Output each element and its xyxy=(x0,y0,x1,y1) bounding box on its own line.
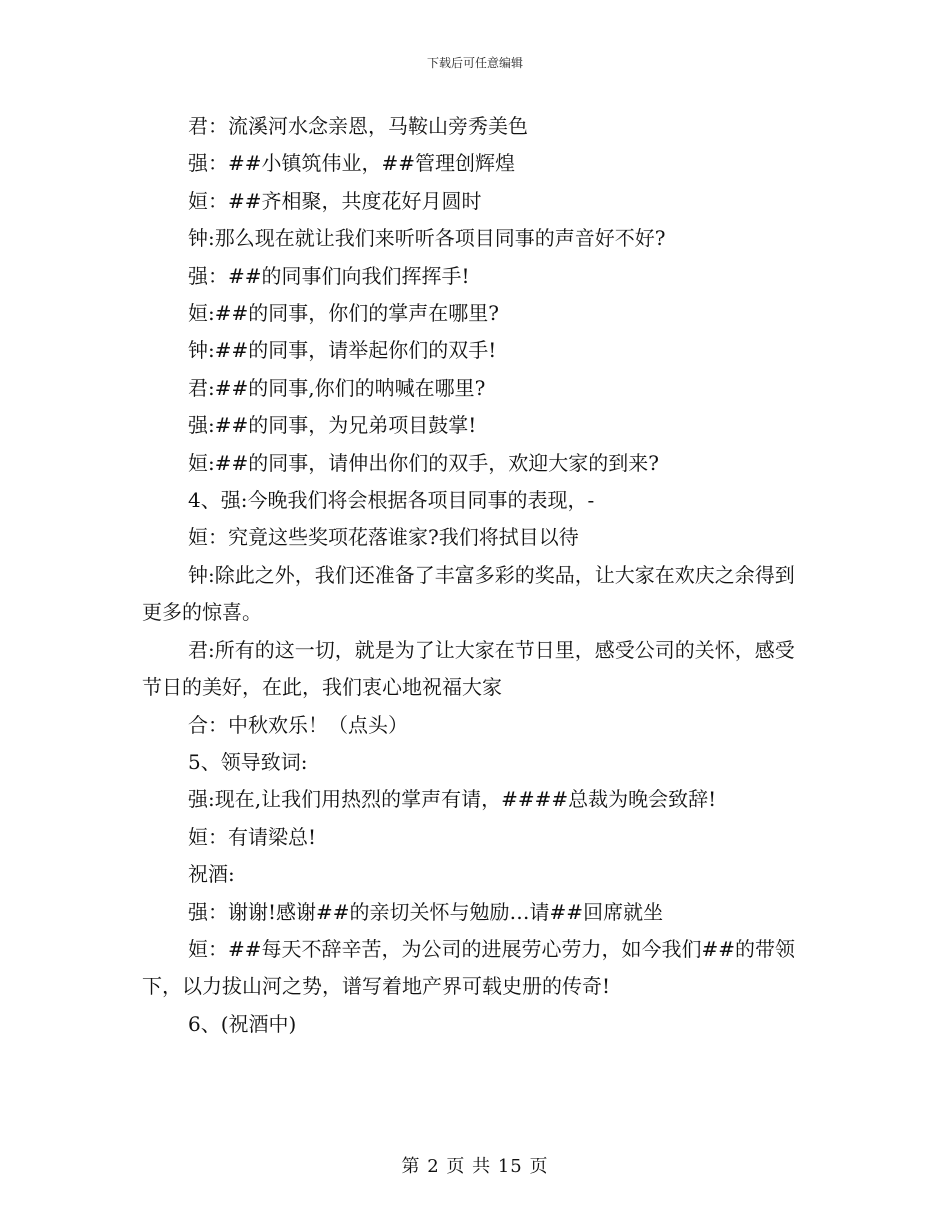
paragraph: 强:现在,让我们用热烈的掌声有请，####总裁为晚会致辞! xyxy=(188,787,717,812)
paragraph: 强：谢谢!感谢##的亲切关怀与勉励…请##回席就坐 xyxy=(188,899,664,924)
page-header: 下载后可任意编辑 xyxy=(426,56,523,70)
paragraph: 4、强:今晚我们将会根据各项目同事的表现，- xyxy=(188,488,595,513)
page-footer: 第 2 页 共 15 页 xyxy=(401,1156,549,1177)
paragraph: 强:##的同事，为兄弟项目鼓掌! xyxy=(188,413,477,438)
paragraph: 钟:##的同事，请举起你们的双手! xyxy=(188,338,497,363)
paragraph: 强：##的同事们向我们挥挥手! xyxy=(188,263,470,288)
paragraph: 姮:##的同事，请伸出你们的双手，欢迎大家的到来? xyxy=(188,450,659,475)
paragraph: 君：流溪河水念亲恩，马鞍山旁秀美色 xyxy=(188,114,528,138)
paragraph: 姮:##的同事，你们的掌声在哪里? xyxy=(188,301,499,326)
paragraph: 5、领导致词: xyxy=(188,749,308,774)
paragraph: 强：##小镇筑伟业，##管理创辉煌 xyxy=(188,151,516,176)
paragraph: 姮：##齐相聚，共度花好月圆时 xyxy=(188,188,482,213)
paragraph: 钟:那么现在就让我们来听听各项目同事的声音好不好? xyxy=(188,226,666,251)
paragraph: 姮：有请梁总! xyxy=(188,824,317,849)
paragraph: 6、(祝酒中) xyxy=(188,1011,297,1036)
paragraph: 钟:除此之外，我们还准备了丰富多彩的奖品，让大家在欢庆之余得到更多的惊喜。 xyxy=(142,562,795,625)
paragraph: 祝酒: xyxy=(188,862,235,887)
document-body xyxy=(142,108,808,1043)
paragraph: 君:所有的这一切，就是为了让大家在节日里，感受公司的关怀，感受节日的美好，在此，我们衷心地祝福大家 xyxy=(142,637,795,700)
paragraph: 君:##的同事,你们的呐喊在哪里? xyxy=(188,375,486,400)
paragraph: 合：中秋欢乐！（点头） xyxy=(188,712,408,737)
paragraph: 姮：究竟这些奖项花落谁家?我们将拭目以待 xyxy=(188,525,579,550)
paragraph: 姮：##每天不辞辛苦，为公司的进展劳心劳力，如今我们##的带领下，以力拔山河之势，谱写着地产界可载史册的传奇! xyxy=(142,936,796,999)
